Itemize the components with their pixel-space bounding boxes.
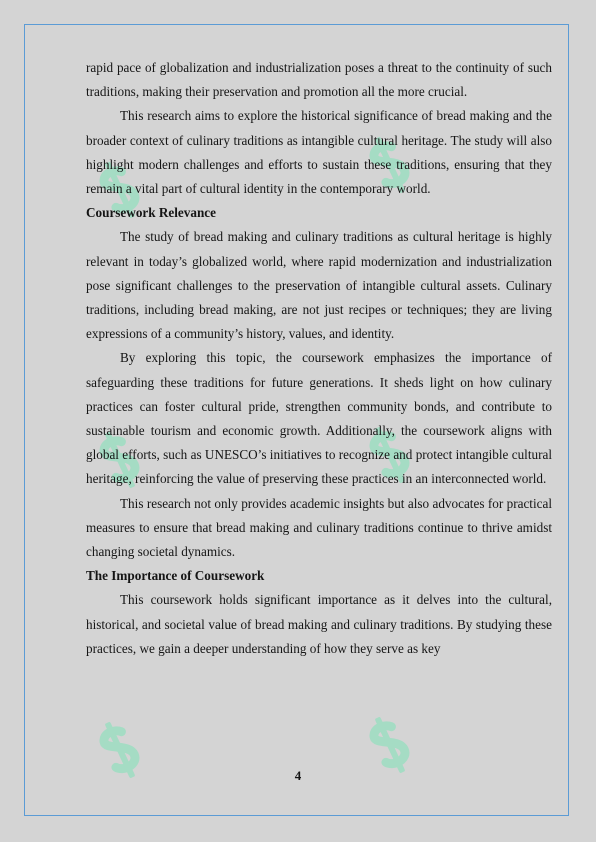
continuation-paragraph: rapid pace of globalization and industrialization poses a threat to the continuity of such traditions, making their preservation and promotion all the more crucial.	[86, 60, 552, 100]
body-paragraph: This coursework holds significant importance as it delves into the cultural, historical, and societal value of bread making and culinary traditions. By studying these practices, we gain a deeper understanding of how they serve as key	[86, 592, 552, 656]
body-paragraph: By exploring this topic, the coursework emphasizes the importance of safeguarding these traditions for future generations. It sheds light on how culinary practices can foster cultural pride, strengthen community bonds, and contribute to sustainable tourism and economic growth. Additionally, the coursework aligns with global efforts, such as UNESCO’s initiatives to recognize and protect intangible cultural heritage, reinforcing the value of preserving these practices in an interconnected world.	[86, 350, 552, 487]
section-heading-importance-of-coursework: The Importance of Coursework	[86, 568, 265, 584]
page-number: 4	[294, 768, 302, 783]
section-heading-coursework-relevance: Coursework Relevance	[86, 205, 217, 221]
research-aim-paragraph: This research aims to explore the historical significance of bread making and the broader context of culinary traditions as intangible cultural heritage. The study will also highlight modern challenges and efforts to sustain these traditions, ensuring that they remain a vital part of cultural identity in the contemporary world.	[86, 108, 552, 197]
document-body	[86, 56, 552, 661]
body-paragraph: The study of bread making and culinary traditions as cultural heritage is highly relevant in today’s globalized world, where rapid modernization and industrialization pose significant challenges to the preservation of intangible cultural assets. Culinary traditions, including bread making, are not just recipes or techniques; they are living expressions of a community’s history, values, and identity.	[86, 229, 552, 342]
body-paragraph: This research not only provides academic insights but also advocates for practical measures to ensure that bread making and culinary traditions continue to thrive amidst changing societal dynamics.	[86, 495, 552, 560]
